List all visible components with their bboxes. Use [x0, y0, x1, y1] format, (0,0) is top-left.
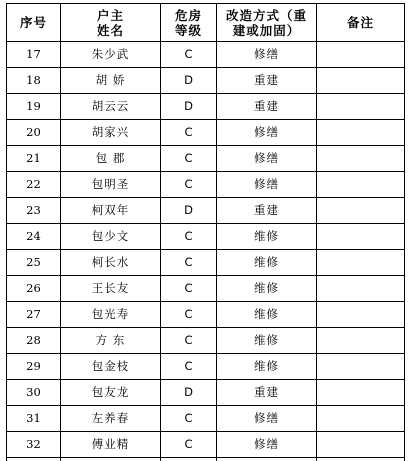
- table-row: [7, 146, 405, 172]
- householder-name-cell: 柯双年: [61, 198, 161, 224]
- row-number-cell: 18: [7, 68, 61, 94]
- renovation-mode-cell: 维修: [217, 250, 317, 276]
- header-note: 备注: [317, 4, 405, 42]
- row-number-cell: 21: [7, 146, 61, 172]
- partial-cell: [317, 458, 405, 461]
- householder-name-cell: 包友龙: [61, 380, 161, 406]
- table-row: [7, 120, 405, 146]
- renovation-mode-cell: 修缮: [217, 120, 317, 146]
- remarks-cell: [317, 146, 405, 172]
- header-level: 危房等级: [161, 4, 217, 42]
- danger-level-cell: C: [161, 406, 217, 432]
- table-row: [7, 380, 405, 406]
- householder-name-cell: 包 郡: [61, 146, 161, 172]
- remarks-cell: [317, 380, 405, 406]
- remarks-cell: [317, 198, 405, 224]
- danger-level-cell: C: [161, 328, 217, 354]
- danger-level-cell: C: [161, 224, 217, 250]
- renovation-mode-cell: 修缮: [217, 146, 317, 172]
- header-no: 序号: [7, 4, 61, 42]
- householder-name-cell: 方 东: [61, 328, 161, 354]
- householder-name-cell: 包明圣: [61, 172, 161, 198]
- renovation-mode-cell: 重建: [217, 198, 317, 224]
- table-row: [7, 302, 405, 328]
- renovation-mode-cell: 修缮: [217, 406, 317, 432]
- renovation-mode-cell: 维修: [217, 276, 317, 302]
- row-number-cell: 28: [7, 328, 61, 354]
- danger-level-cell: C: [161, 302, 217, 328]
- table-row: [7, 42, 405, 68]
- partial-cell: [61, 458, 161, 461]
- householder-name-cell: 胡家兴: [61, 120, 161, 146]
- remarks-cell: [317, 302, 405, 328]
- danger-level-cell: D: [161, 68, 217, 94]
- householder-name-cell: 包少文: [61, 224, 161, 250]
- renovation-mode-cell: 重建: [217, 68, 317, 94]
- row-number-cell: 29: [7, 354, 61, 380]
- remarks-cell: [317, 354, 405, 380]
- householder-name-cell: 包光寿: [61, 302, 161, 328]
- danger-level-cell: D: [161, 380, 217, 406]
- table-row: [7, 354, 405, 380]
- remarks-cell: [317, 120, 405, 146]
- table-row: [7, 250, 405, 276]
- renovation-mode-cell: 维修: [217, 224, 317, 250]
- renovation-mode-cell: 维修: [217, 328, 317, 354]
- danger-level-cell: D: [161, 94, 217, 120]
- row-number-cell: 22: [7, 172, 61, 198]
- renovation-mode-cell: 修缮: [217, 42, 317, 68]
- remarks-cell: [317, 94, 405, 120]
- row-number-cell: 17: [7, 42, 61, 68]
- renovation-mode-cell: 维修: [217, 354, 317, 380]
- renovation-mode-cell: 维修: [217, 302, 317, 328]
- table-row: [7, 432, 405, 458]
- householder-name-cell: 包金枝: [61, 354, 161, 380]
- partial-cell: [7, 458, 61, 461]
- partial-cell: [161, 458, 217, 461]
- row-number-cell: 27: [7, 302, 61, 328]
- row-number-cell: 30: [7, 380, 61, 406]
- danger-level-cell: C: [161, 276, 217, 302]
- table-row: [7, 172, 405, 198]
- remarks-cell: [317, 276, 405, 302]
- row-number-cell: 25: [7, 250, 61, 276]
- danger-level-cell: C: [161, 146, 217, 172]
- table-row: [7, 94, 405, 120]
- householder-name-cell: 傅业精: [61, 432, 161, 458]
- householder-name-cell: 朱少武: [61, 42, 161, 68]
- danger-level-cell: C: [161, 354, 217, 380]
- householder-name-cell: 胡 娇: [61, 68, 161, 94]
- table-row: [7, 406, 405, 432]
- table-row: [7, 198, 405, 224]
- row-number-cell: 19: [7, 94, 61, 120]
- header-mode: 改造方式（重建或加固）: [217, 4, 317, 42]
- partial-cell: [217, 458, 317, 461]
- row-number-cell: 32: [7, 432, 61, 458]
- danger-level-cell: C: [161, 172, 217, 198]
- renovation-mode-cell: 修缮: [217, 172, 317, 198]
- remarks-cell: [317, 224, 405, 250]
- table-body: [7, 42, 405, 461]
- householder-name-cell: 王长友: [61, 276, 161, 302]
- housing-renovation-table: [6, 3, 405, 461]
- table-row: [7, 68, 405, 94]
- remarks-cell: [317, 432, 405, 458]
- remarks-cell: [317, 406, 405, 432]
- table-row: [7, 276, 405, 302]
- renovation-mode-cell: 修缮: [217, 432, 317, 458]
- remarks-cell: [317, 42, 405, 68]
- remarks-cell: [317, 328, 405, 354]
- remarks-cell: [317, 172, 405, 198]
- danger-level-cell: C: [161, 120, 217, 146]
- householder-name-cell: 柯长水: [61, 250, 161, 276]
- householder-name-cell: 胡云云: [61, 94, 161, 120]
- row-number-cell: 31: [7, 406, 61, 432]
- table-row: [7, 328, 405, 354]
- row-number-cell: 23: [7, 198, 61, 224]
- renovation-mode-cell: 重建: [217, 94, 317, 120]
- remarks-cell: [317, 250, 405, 276]
- header-name: 户主姓名: [61, 4, 161, 42]
- householder-name-cell: 左养春: [61, 406, 161, 432]
- danger-level-cell: C: [161, 432, 217, 458]
- remarks-cell: [317, 68, 405, 94]
- table-row-partial: [7, 458, 405, 461]
- danger-level-cell: C: [161, 42, 217, 68]
- row-number-cell: 26: [7, 276, 61, 302]
- danger-level-cell: C: [161, 250, 217, 276]
- danger-level-cell: D: [161, 198, 217, 224]
- renovation-mode-cell: 重建: [217, 380, 317, 406]
- row-number-cell: 24: [7, 224, 61, 250]
- table-header-row: [7, 4, 405, 42]
- row-number-cell: 20: [7, 120, 61, 146]
- table-row: [7, 224, 405, 250]
